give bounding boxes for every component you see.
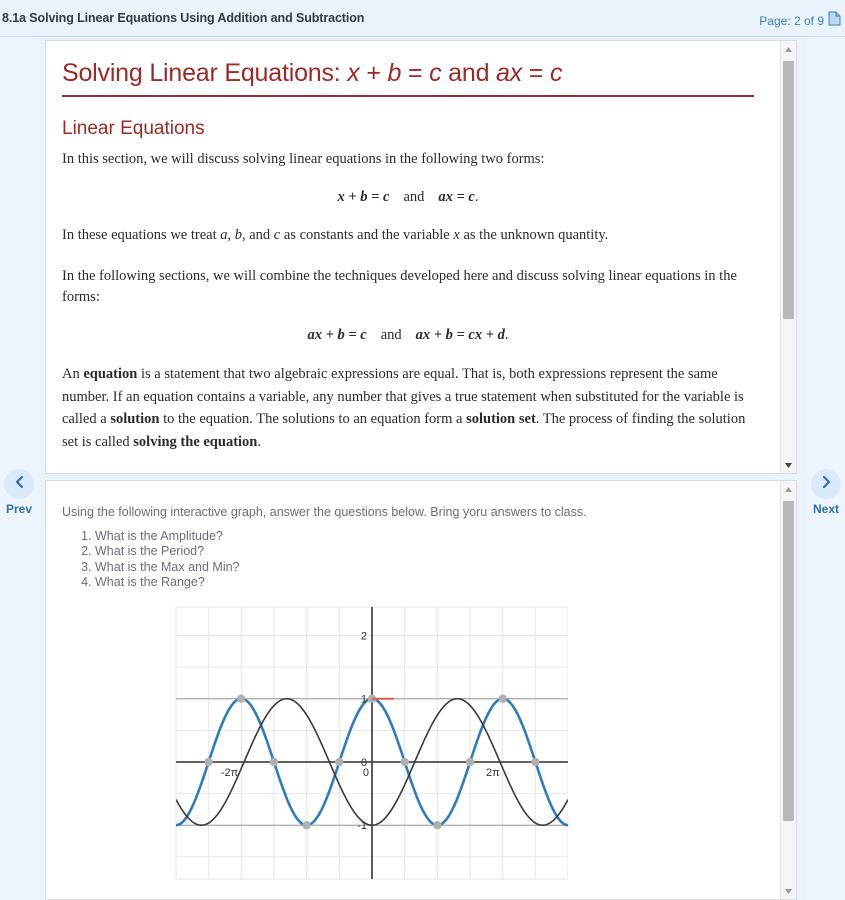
constants-text-b: ,	[227, 227, 235, 244]
intro-paragraph: In this section, we will discuss solving linear equations in the following two forms:	[62, 151, 545, 167]
equation-2-period: .	[504, 327, 509, 344]
lesson-title-plus: +	[359, 59, 388, 87]
next-button-circle	[811, 469, 841, 499]
lesson-content-panel	[45, 40, 797, 474]
lesson-title-ax: ax	[496, 59, 523, 87]
prev-button-circle	[4, 469, 34, 499]
graph-canvas[interactable]	[168, 595, 568, 885]
following-sections-paragraph: In the following sections, we will combine the techniques developed here and discuss solving linear equations in the forms:	[62, 267, 737, 305]
constants-var-x: x	[453, 227, 460, 244]
equation-1-period: .	[474, 189, 479, 206]
list-item: 3. What is the Max and Min?	[95, 560, 762, 575]
constants-text-e: as the unknown quantity.	[459, 227, 609, 244]
lesson-title-prefix: Solving Linear Equations:	[62, 59, 348, 87]
worksheet-question-list	[62, 529, 762, 590]
page-indicator: Page: 2 of 9	[759, 14, 824, 28]
definition-text-5: .	[257, 433, 261, 450]
equation-1-conjunction: and	[403, 189, 425, 206]
equation-2-conjunction: and	[380, 327, 402, 344]
lesson-title-eq2: =	[522, 59, 550, 87]
list-item: 1. What is the Amplitude?	[95, 529, 762, 544]
definition-text-2: is a statement that two algebraic expressions are equal. That is, both expressions represent the same number. If an equation contains a variable, any number that gives a true statement when substituted for the variable is called a	[62, 366, 744, 428]
definition-text-1: An	[62, 366, 84, 383]
lesson-document	[46, 41, 782, 473]
lesson-title-eq: =	[401, 59, 430, 87]
scroll-up-arrow[interactable]	[781, 481, 796, 497]
list-item: 2. What is the Period?	[95, 544, 762, 559]
right-nav-column	[807, 37, 845, 900]
chevron-left-icon	[14, 475, 25, 494]
scroll-thumb[interactable]	[783, 501, 794, 821]
definition-text-4: . The process of finding the solution set is called	[62, 411, 746, 450]
definition-term-solving: solving the equation	[133, 433, 258, 450]
equation-1-right: ax = c	[438, 189, 475, 206]
page-title: 8.1a Solving Linear Equations Using Addition and Subtraction	[2, 11, 365, 25]
definition-term-solution: solution	[110, 411, 160, 428]
prev-button[interactable]	[0, 469, 38, 516]
equation-1-left: x + b = c	[337, 189, 390, 206]
worksheet-instructions: Using the following interactive graph, answer the questions below. Bring yoru answers to class.	[62, 505, 587, 519]
equation-line-2	[62, 327, 754, 344]
equation-line-1	[62, 189, 754, 206]
lesson-title-and: and	[441, 59, 497, 87]
svg-text:1: 1	[360, 693, 367, 706]
svg-text:-1: -1	[357, 820, 367, 833]
scroll-thumb[interactable]	[783, 61, 794, 319]
interactive-graph[interactable]	[168, 595, 568, 885]
scroll-up-arrow[interactable]	[781, 41, 796, 57]
constants-var-b: b	[234, 227, 242, 244]
svg-text:0: 0	[360, 756, 367, 769]
equation-2-left: ax + b = c	[307, 327, 367, 344]
lesson-title	[62, 59, 754, 97]
lesson-title-c2: c	[549, 59, 563, 87]
section-heading: Linear Equations	[62, 118, 205, 139]
lesson-panel-scrollbar[interactable]	[780, 41, 796, 473]
definition-text-3: to the equation. The solutions to an equation form a	[159, 411, 467, 428]
svg-text:-2π: -2π	[220, 766, 239, 779]
lesson-title-x: x	[347, 59, 360, 87]
constants-var-c: c	[273, 227, 281, 244]
lesson-title-c: c	[429, 59, 442, 87]
definition-paragraph	[62, 363, 754, 453]
constants-text-a: In these equations we treat	[62, 227, 221, 244]
constants-var-a: a	[220, 227, 228, 244]
prev-button-label: Prev	[5, 502, 33, 516]
scroll-down-arrow[interactable]	[781, 883, 796, 899]
document-icon[interactable]	[828, 11, 841, 31]
left-nav-column	[0, 37, 38, 900]
svg-text:0: 0	[362, 766, 369, 779]
scroll-down-arrow[interactable]	[781, 457, 796, 473]
definition-term-equation: equation	[83, 366, 138, 383]
svg-text:2: 2	[360, 630, 367, 643]
page-indicator-group	[759, 11, 841, 31]
equation-2-right: ax + b = cx + d	[415, 327, 505, 344]
chevron-right-icon	[821, 475, 832, 494]
top-header-bar	[0, 0, 845, 37]
constants-text-d: as constants and the variable	[280, 227, 454, 244]
svg-text:2π: 2π	[486, 766, 500, 779]
lesson-title-b: b	[387, 59, 402, 87]
constants-text-c: , and	[241, 227, 274, 244]
list-item: 4. What is the Range?	[95, 575, 762, 590]
definition-term-solution-set: solution set	[466, 411, 536, 428]
next-button[interactable]	[807, 469, 845, 516]
worksheet-panel-scrollbar[interactable]	[780, 481, 796, 899]
constants-paragraph	[62, 225, 754, 246]
next-button-label: Next	[812, 502, 839, 516]
